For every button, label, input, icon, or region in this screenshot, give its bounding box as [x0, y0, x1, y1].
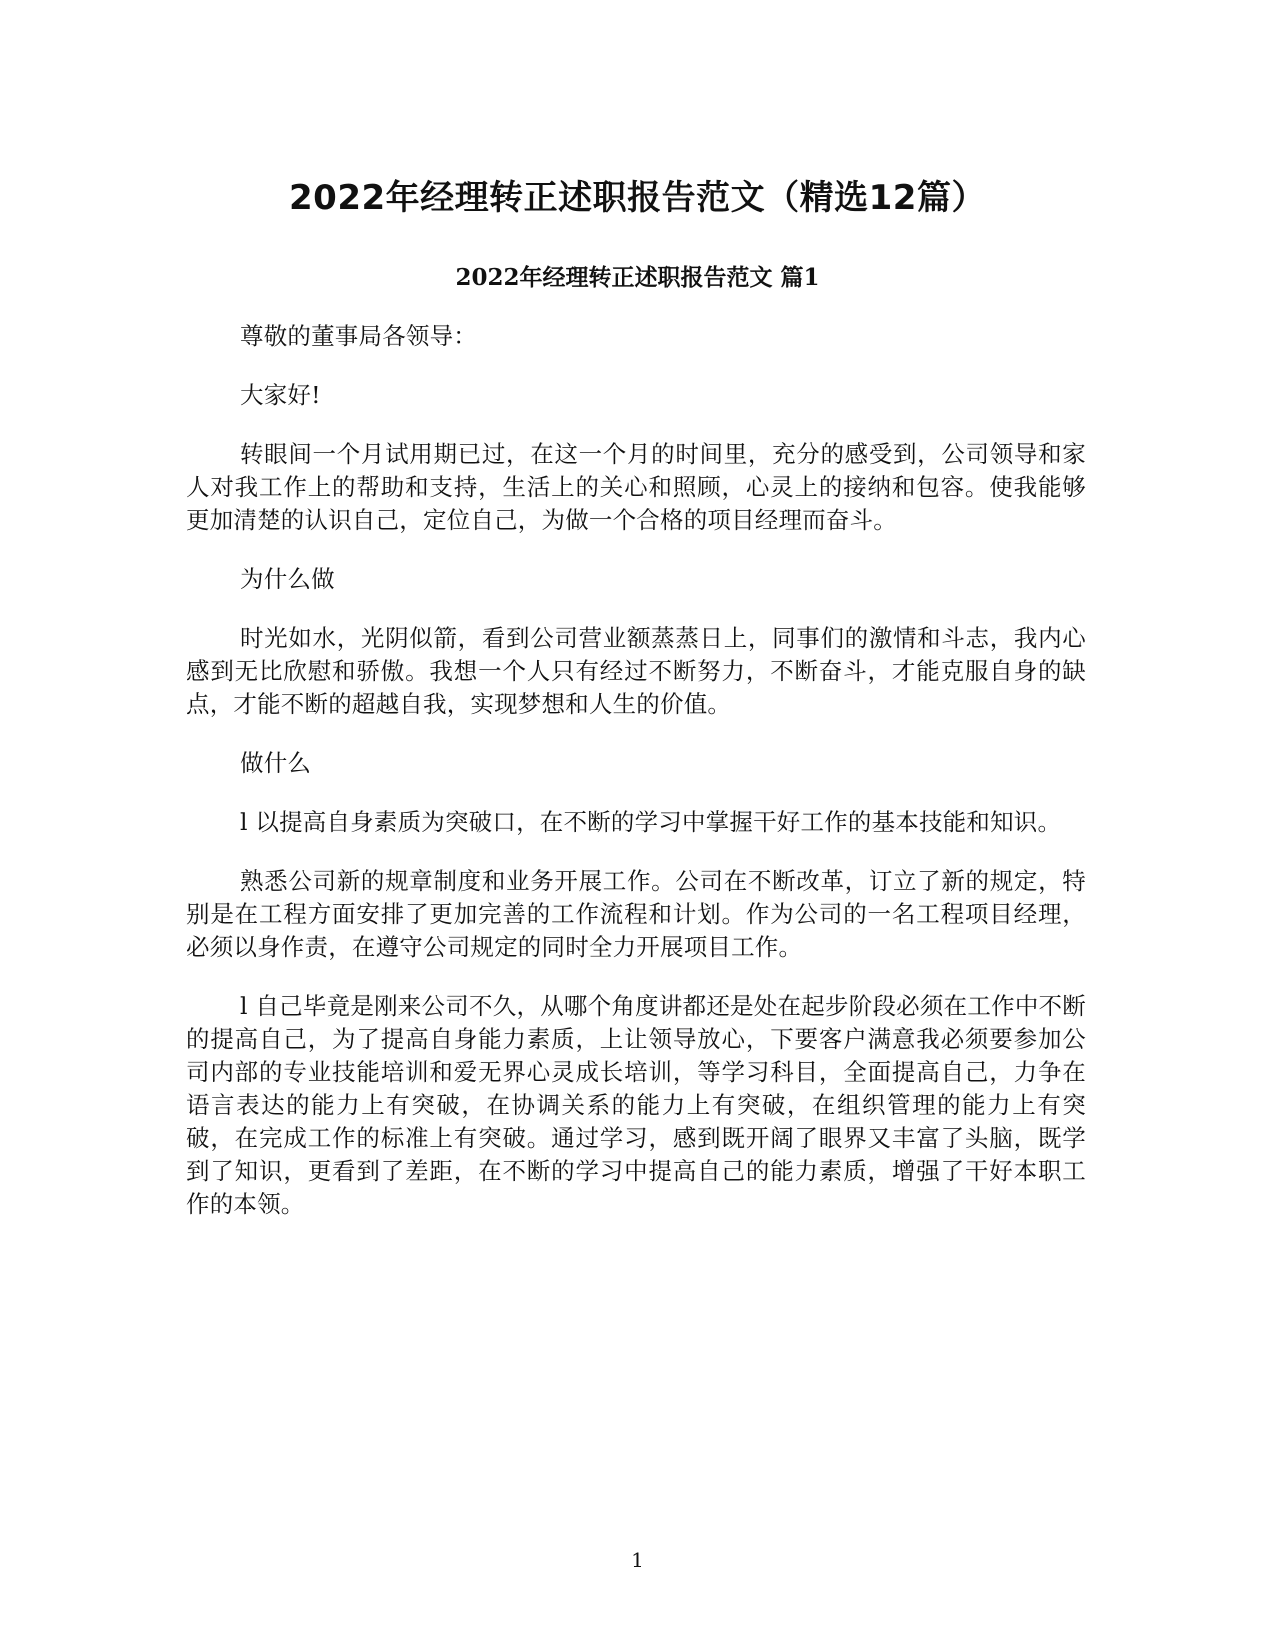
subheading-what: 做什么 [240, 749, 312, 777]
paragraph-why: 时光如水，光阴似箭，看到公司营业额蒸蒸日上，同事们的激情和斗志，我内心感到无比欣慰和骄傲。我想一个人只有经过不断努力，不断奋斗，才能克服自身的缺点，才能不断的超越自我，实现梦想和人生的价值。 [186, 624, 1086, 718]
section-heading: 2022年经理转正述职报告范文 篇1 [455, 264, 820, 291]
bullet-paragraph-1: l 以提高自身素质为突破口，在不断的学习中掌握干好工作的基本技能和知识。 [240, 808, 1062, 836]
subheading-why: 为什么做 [240, 565, 335, 593]
salutation: 尊敬的董事局各领导： [240, 322, 477, 350]
greeting: 大家好! [240, 381, 321, 409]
page-number: 1 [631, 1548, 644, 1572]
document-title: 2022年经理转正述职报告范文（精选12篇） [289, 178, 986, 218]
bullet-paragraph-2: l 自己毕竟是刚来公司不久，从哪个角度讲都还是处在起步阶段必须在工作中不断的提高自己，为了提高自身能力素质，上让领导放心，下要客户满意我必须要参加公司内部的专业技能培训和爱无界心灵成长培训，等学习科目，全面提高自己，力争在语言表达的能力上有突破，在协调关系的能力上有突破，在组织管理的能力上有突破，在完成工作的标准上有突破。通过学习，感到既开阔了眼界又丰富了头脑，既学到了知识，更看到了差距，在不断的学习中提高自己的能力素质，增强了干好本职工作的本领。 [186, 992, 1086, 1218]
paragraph-rules: 熟悉公司新的规章制度和业务开展工作。公司在不断改革，订立了新的规定，特别是在工程方面安排了更加完善的工作流程和计划。作为公司的一名工程项目经理，必须以身作责，在遵守公司规定的同时全力开展项目工作。 [186, 867, 1086, 961]
document-body [186, 320, 1086, 1247]
paragraph-intro: 转眼间一个月试用期已过，在这一个月的时间里，充分的感受到，公司领导和家人对我工作上的帮助和支持，生活上的关心和照顾，心灵上的接纳和包容。使我能够更加清楚的认识自己，定位自己，为做一个合格的项目经理而奋斗。 [186, 440, 1086, 534]
